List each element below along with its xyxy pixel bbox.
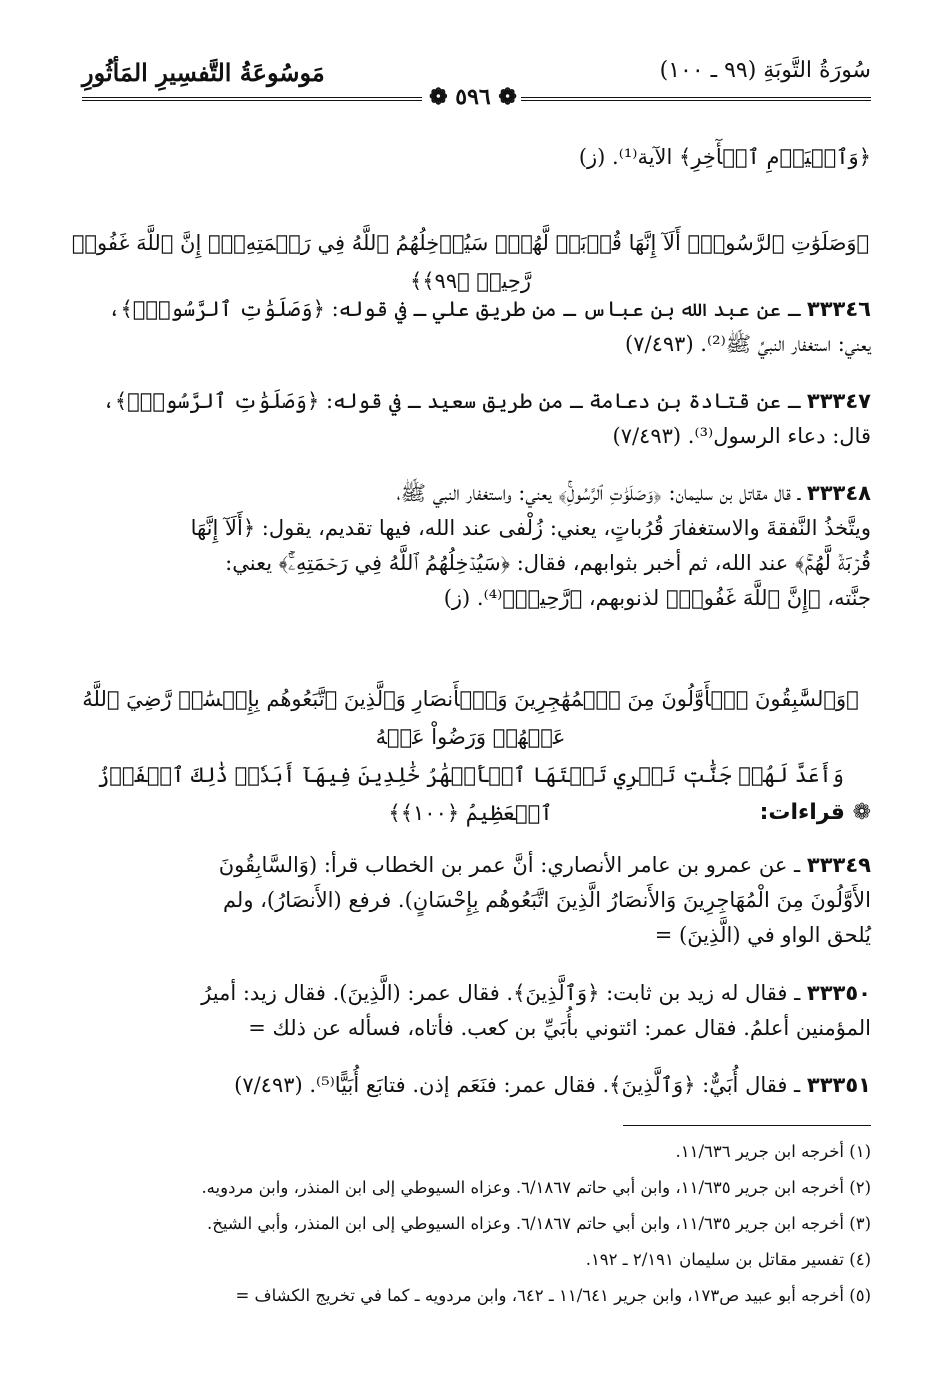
narration-line: قال: دعاء الرسول⁽³⁾. (٧/٤٩٣) <box>612 424 871 448</box>
narration-33348 <box>76 476 871 616</box>
qiraat-heading: ❁ قراءات: <box>759 800 871 825</box>
footnote: (٢) أخرجه ابن جرير ١١/٦٣٥، وابن أبي حاتم ٦/١٨٦٧. وعزاه السيوطي إلى ابن المنذر، وابن مردويه. <box>201 1178 871 1197</box>
top-line: ﴿وَٱلۡيَوۡمِ ٱلۡأٓخِرِ﴾ الآية⁽¹⁾. (ز) <box>578 145 871 169</box>
narration-number: ٣٣٣٥٠ <box>806 981 871 1005</box>
narration-33351 <box>76 1068 871 1103</box>
narration-line: ـ فقال له زيد بن ثابت: ﴿وَٱلَّذِينَ﴾. فقال عمر: (الَّذِينَ). فقال زيد: أميرُ <box>201 981 801 1005</box>
verse-100 <box>70 680 871 832</box>
footnote-rule <box>623 1125 871 1126</box>
narration-line: جنَّته، ﴿إِنَّ ٱللَّهَ غَفُورٞ﴾ لذنوبهم، ﴿رَّحِيمٞ﴾⁽⁴⁾. (ز) <box>443 586 871 610</box>
footnote: (١) أخرجه ابن جرير ١١/٦٣٦. <box>675 1142 871 1161</box>
narration-line: ـ عن قتادة بن دعامة ـ من طريق سعيد ـ في قوله: ﴿وَصَلَوَٰتِ ٱلرَّسُولِۚ﴾، <box>102 389 801 413</box>
footnote: (٣) أخرجه ابن جرير ١١/٦٣٥، وابن أبي حاتم ٦/١٨٦٧. وعزاه السيوطي إلى ابن المنذر، وأبي الشيخ. <box>206 1214 871 1233</box>
verse-99: ﴿وَصَلَوَٰتِ ٱلرَّسُولِۚ أَلَآ إِنَّهَا قُرۡبَةٞ لَّهُمۡۚ سَيُدۡخِلُهُمُ ٱللَّهُ فِي رَحۡمَتِهِۦٓۚ إِنَّ ٱللَّهَ غَفُورٞ رَّحِيمٞ ﴿٩٩﴾﴾ <box>71 231 870 293</box>
narration-33346 <box>76 292 871 362</box>
narration-line: ـ عن عمرو بن عامر الأنصاري: أنَّ عمر بن الخطاب قرأ: (وَالسَّابِقُونَ <box>218 853 801 877</box>
narration-number: ٣٣٣٤٦ <box>806 297 871 321</box>
header-rule-left <box>82 97 422 101</box>
narration-number: ٣٣٣٤٩ <box>806 853 871 877</box>
header-rule-right <box>521 97 871 101</box>
narration-line: ـ عن عبد الله بن عباس ـ من طريق علي ـ في قوله: ﴿وَصَلَوَٰتِ ٱلرَّسُولِۚ﴾، <box>108 297 801 321</box>
narration-line: يعني: استغفار النبيِّ ﷺ⁽²⁾. (٧/٤٩٣) <box>625 332 871 356</box>
narration-33350 <box>76 976 871 1046</box>
narration-line: ويتَّخذُ النَّفقةَ والاستغفارَ قُرُباتٍ، يعني: زُلْفى عند الله، فيها تقديم، يقول: ﴿أَلَآ إِنَّهَا <box>190 516 871 540</box>
narration-number: ٣٣٣٤٧ <box>806 389 871 413</box>
page-number: ❁ ٥٩٦ ❁ <box>429 84 517 110</box>
surah-title: سُورَةُ التَّوبَةِ (٩٩ ـ ١٠٠) <box>659 58 871 83</box>
footnote: (٥) أخرجه أبو عبيد ص١٧٣، وابن جرير ١١/٦٤١ ـ ٦٤٢، وابن مردويه ـ كما في تخريج الكشاف = <box>235 1286 871 1305</box>
narration-line: المؤمنين أعلمُ. فقال عمر: ائتوني بأُبَيِّ بن كعب. فأتاه، فسأله عن ذلك = <box>248 1016 871 1040</box>
narration-number: ٣٣٣٥١ <box>806 1073 871 1097</box>
book-title: مَوسُوعَةُ التَّفسِيرِ المَأثُورِ <box>82 58 325 87</box>
footnote: (٤) تفسير مقاتل بن سليمان ٢/١٩١ ـ ١٩٢. <box>585 1250 871 1269</box>
footnotes <box>70 1140 871 1320</box>
narration-line: ـ قال مقاتل بن سليمان: ﴿وَصَلَوَٰتِ ٱلرَّسُولِۚ﴾ يعني: واستغفار النبي ﷺ، <box>396 481 801 505</box>
narration-33349 <box>76 848 871 953</box>
verse-line: وَأَعَدَّ لَهُمۡ جَنَّٰتٖ تَجۡرِي تَحۡتَهَا ٱلۡأَنۡهَٰرُ خَٰلِدِينَ فِيهَآ أَبَدٗاۚ ذَٰلِكَ ٱلۡفَوۡزُ ٱلۡعَظِيمُ ﴿١٠٠﴾﴾ <box>97 763 844 825</box>
narration-line: الأَوَّلُونَ مِنَ الْمُهَاجِرِينَ وَالأَنصَارُ الَّذِينَ اتَّبَعُوهُم بِإِحْسَانٍ). فرفع (الأَنصَارُ)، ولم <box>222 888 871 912</box>
narration-33347 <box>76 384 871 454</box>
narration-line: يُلحق الواو في (الَّذِينَ) = <box>654 923 871 947</box>
verse-line: ﴿وَٱلسَّٰبِقُونَ ٱلۡأَوَّلُونَ مِنَ ٱلۡمُهَٰجِرِينَ وَٱلۡأَنصَارِ وَٱلَّذِينَ ٱتَّبَعُوهُم بِإِحۡسَٰنٖ رَّضِيَ ٱللَّهُ عَنۡهُمۡ وَرَضُواْ عَنۡهُ <box>82 687 859 749</box>
narration-number: ٣٣٣٤٨ <box>806 481 871 505</box>
narration-line: ـ فقال أُبَيٌّ: ﴿وَٱلَّذِينَ﴾. فقال عمر: فنَعَم إذن. فتابَع أُبَيًّا⁽⁵⁾. (٧/٤٩٣) <box>234 1073 801 1097</box>
narration-line: قُرۡبَةٞ لَّهُمۡۚ﴾ عند الله، ثم أخبر بثوابهم، فقال: ﴿سَيُدۡخِلُهُمُ ٱللَّهُ فِي رَحۡمَتِهِۦٓۚ﴾ يعني: <box>225 551 871 575</box>
